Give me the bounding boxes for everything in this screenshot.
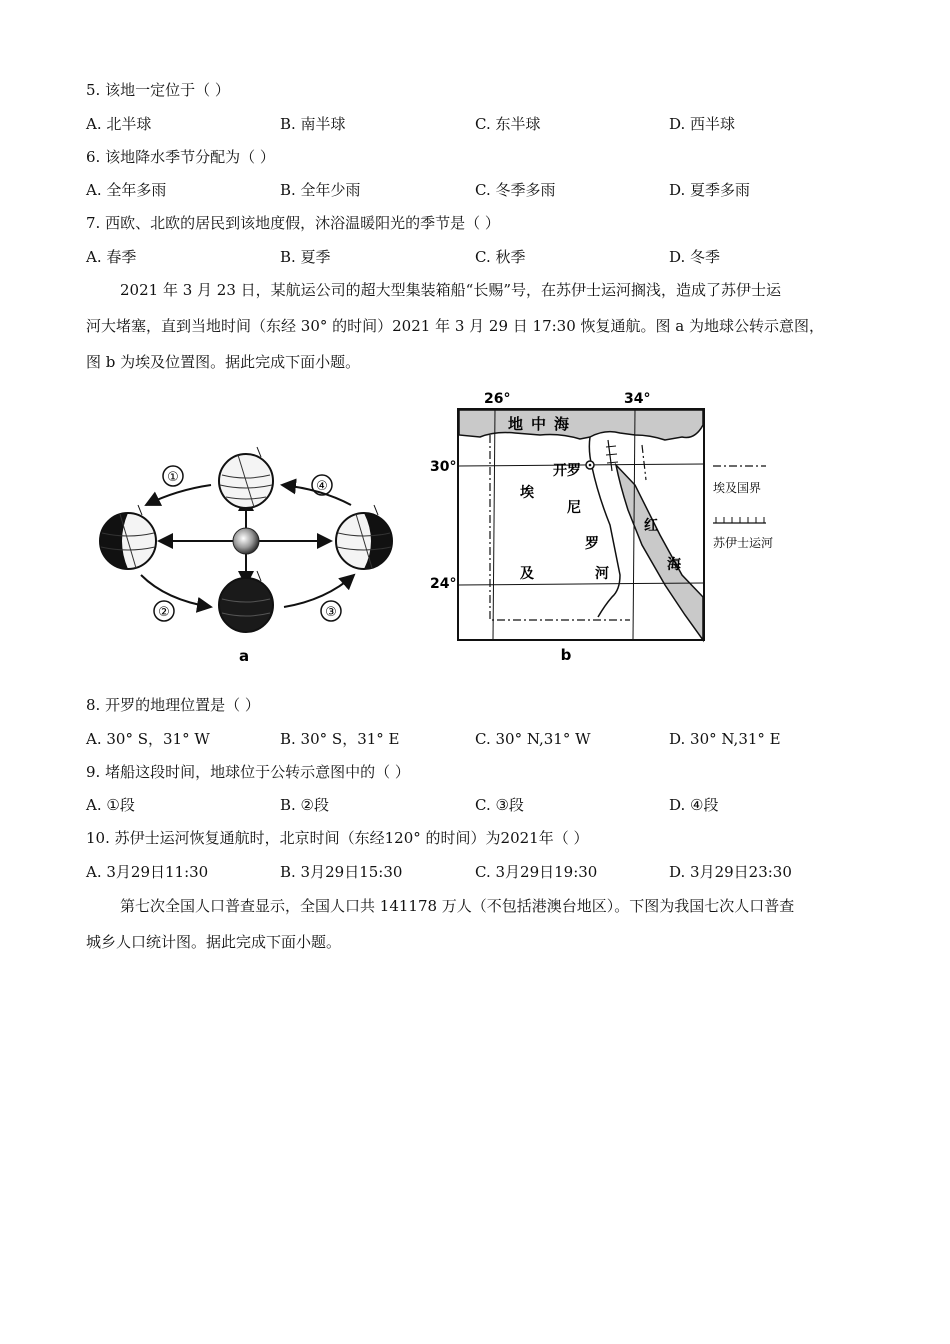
q7-option-c[interactable]: C. 秋季 <box>475 248 526 266</box>
q5-option-a[interactable]: A. 北半球 <box>86 115 152 133</box>
figure-b-egypt-map <box>420 385 790 665</box>
q5-option-d[interactable]: D. 西半球 <box>669 115 736 133</box>
q8-option-a[interactable]: A. 30° S，31° W <box>86 730 210 748</box>
passage-suez-line-2: 河大堵塞，直到当地时间（东经 30° 的时间）2021 年 3 月 29 日 17:30 恢复通航。图 a 为地球公转示意图， <box>86 317 825 335</box>
q6-option-c[interactable]: C. 冬季多雨 <box>475 181 556 199</box>
q9-option-c[interactable]: C. ③段 <box>475 796 524 814</box>
segment-label-4: ④ <box>316 479 328 494</box>
segment-label-2: ② <box>158 605 170 620</box>
label-nile-2: 罗 <box>585 536 599 552</box>
earth-top-icon <box>219 447 273 508</box>
label-red-sea-1: 红 <box>644 518 658 534</box>
earth-bottom-icon <box>219 571 273 632</box>
passage-census <box>86 888 866 960</box>
passage-census-line-1: 第七次全国人口普查显示，全国人口共 141178 万人（不包括港澳台地区）。下图为我国七次人口普查 <box>120 897 795 915</box>
question-7-stem: 7. 西欧、北欧的居民到该地度假，沐浴温暖阳光的季节是（ ） <box>86 214 500 232</box>
segment-label-3: ③ <box>325 605 337 620</box>
q10-option-d[interactable]: D. 3月29日23:30 <box>669 863 792 881</box>
passage-census-line-2: 城乡人口统计图。据此完成下面小题。 <box>86 933 342 951</box>
label-cairo: 开罗 <box>553 463 581 479</box>
label-red-sea-2: 海 <box>667 557 681 573</box>
q5-option-c[interactable]: C. 东半球 <box>475 115 541 133</box>
passage-suez-line-1: 2021 年 3 月 23 日，某航运公司的超大型集装箱船“长赐”号，在苏伊士运河搁浅，造成了苏伊士运 <box>120 281 781 299</box>
q6-option-b[interactable]: B. 全年少雨 <box>280 181 361 199</box>
q8-option-b[interactable]: B. 30° S，31° E <box>280 730 400 748</box>
q8-option-c[interactable]: C. 30° N,31° W <box>475 730 591 748</box>
legend-canal-symbol <box>713 517 766 523</box>
q10-option-b[interactable]: B. 3月29日15:30 <box>280 863 403 881</box>
passage-suez-line-3: 图 b 为埃及位置图。据此完成下面小题。 <box>86 353 361 371</box>
passage-suez <box>86 272 866 380</box>
q9-option-d[interactable]: D. ④段 <box>669 796 719 814</box>
q5-option-b[interactable]: B. 南半球 <box>280 115 346 133</box>
label-egypt-1: 埃 <box>520 485 534 501</box>
q6-option-d[interactable]: D. 夏季多雨 <box>669 181 751 199</box>
label-nile-3: 河 <box>595 566 609 582</box>
q10-option-a[interactable]: A. 3月29日11:30 <box>86 863 209 881</box>
question-5-stem: 5. 该地一定位于（ ） <box>86 81 230 99</box>
label-nile-1: 尼 <box>567 500 581 516</box>
question-6-stem: 6. 该地降水季节分配为（ ） <box>86 148 275 166</box>
lat-label-30: 30° <box>430 459 457 475</box>
question-8-stem: 8. 开罗的地理位置是（ ） <box>86 696 260 714</box>
q8-option-d[interactable]: D. 30° N,31° E <box>669 730 781 748</box>
label-egypt-2: 及 <box>520 566 534 582</box>
q9-option-b[interactable]: B. ②段 <box>280 796 330 814</box>
figure-a-caption: a <box>238 647 250 665</box>
lat-label-24: 24° <box>430 576 457 592</box>
q9-option-a[interactable]: A. ①段 <box>86 796 135 814</box>
legend-canal-label: 苏伊士运河 <box>713 536 774 550</box>
earth-left-icon <box>100 505 156 569</box>
q10-option-c[interactable]: C. 3月29日19:30 <box>475 863 598 881</box>
q6-option-a[interactable]: A. 全年多雨 <box>86 181 167 199</box>
legend-border-label: 埃及国界 <box>713 481 762 495</box>
q7-option-a[interactable]: A. 春季 <box>86 248 137 266</box>
figure-b-caption: b <box>560 646 572 664</box>
segment-label-1: ① <box>167 470 179 485</box>
question-10-stem: 10. 苏伊士运河恢复通航时，北京时间（东经120° 的时间）为2021年（ ） <box>86 829 589 847</box>
question-9-stem: 9. 堵船这段时间，地球位于公转示意图中的（ ） <box>86 763 410 781</box>
figure-a-revolution <box>86 385 406 665</box>
label-mediterranean: 地中海 <box>508 415 578 433</box>
lon-label-34: 34° <box>624 391 651 407</box>
q7-option-d[interactable]: D. 冬季 <box>669 248 721 266</box>
lon-label-26: 26° <box>484 391 511 407</box>
q7-option-b[interactable]: B. 夏季 <box>280 248 331 266</box>
earth-right-icon <box>336 505 392 569</box>
